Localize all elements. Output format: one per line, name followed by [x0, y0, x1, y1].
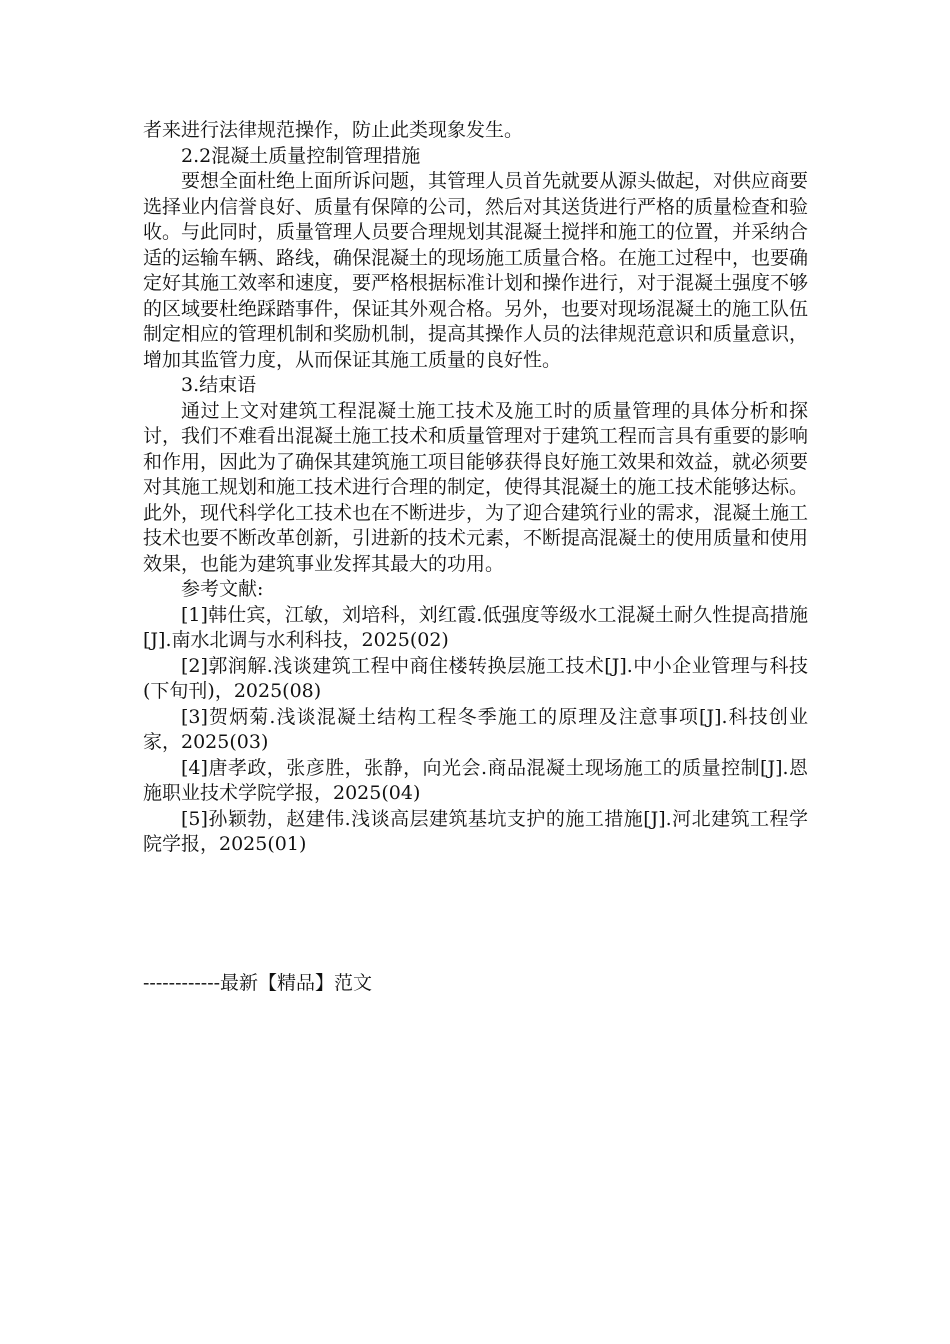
section-heading-2-2: 2.2混凝土质量控制管理措施 [181, 144, 421, 167]
references-heading: 参考文献: [181, 578, 264, 600]
paragraph-quality-measures: 要想全面杜绝上面所诉问题，其管理人员首先就要从源头做起，对供应商要选择业内信誉良好、质量有保障的公司，然后对其送货进行严格的质量检查和验收。与此同时，质量管理人员要合理规划其混凝土搅拌和施工的位置，并采纳合适的运输车辆、路线，确保混凝土的现场施工质量合格。在施工过程中，也要确定好其施工效率和速度，要严格根据标准计划和操作进行，对于混凝土强度不够的区域要杜绝踩踏事件，保证其外观合格。另外，也要对现场混凝土的施工队伍制定相应的管理机制和奖励机制，提高其操作人员的法律规范意识和质量意识，增加其监管力度，从而保证其施工质量的良好性。 [143, 170, 809, 371]
reference-item-1: [1]韩仕宾，江敏，刘培科，刘红霞.低强度等级水工混凝土耐久性提高措施[J].南水北调与水利科技，2025(02) [143, 603, 808, 651]
reference-item-3: [3]贺炳菊.浅谈混凝土结构工程冬季施工的原理及注意事项[J].科技创业家，2025(03) [143, 705, 808, 753]
page-footer: ------------最新【精品】范文 [143, 972, 373, 994]
paragraph-continuation: 者来进行法律规范操作，防止此类现象发生。 [143, 119, 524, 141]
reference-item-5: [5]孙颖勃，赵建伟.浅谈高层建筑基坑支护的施工措施[J].河北建筑工程学院学报，2025(01) [143, 807, 808, 855]
document-body [143, 118, 808, 858]
section-heading-conclusion: 3.结束语 [181, 374, 257, 396]
reference-item-2: [2]郭润解.浅谈建筑工程中商住楼转换层施工技术[J].中小企业管理与科技(下旬刊)，2025(08) [143, 654, 808, 702]
paragraph-conclusion: 通过上文对建筑工程混凝土施工技术及施工时的质量管理的具体分析和探讨，我们不难看出混凝土施工技术和质量管理对于建筑工程而言具有重要的影响和作用，因此为了确保其建筑施工项目能够获得良好施工效果和效益，就必须要对其施工规划和施工技术进行合理的制定，使得其混凝土的施工技术能够达标。此外，现代科学化工技术也在不断进步，为了迎合建筑行业的需求，混凝土施工技术也要不断改革创新，引进新的技术元素，不断提高混凝土的使用质量和使用效果，也能为建筑事业发挥其最大的功用。 [143, 399, 809, 575]
reference-item-4: [4]唐孝政，张彦胜，张静，向光会.商品混凝土现场施工的质量控制[J].恩施职业技术学院学报，2025(04) [143, 756, 808, 804]
